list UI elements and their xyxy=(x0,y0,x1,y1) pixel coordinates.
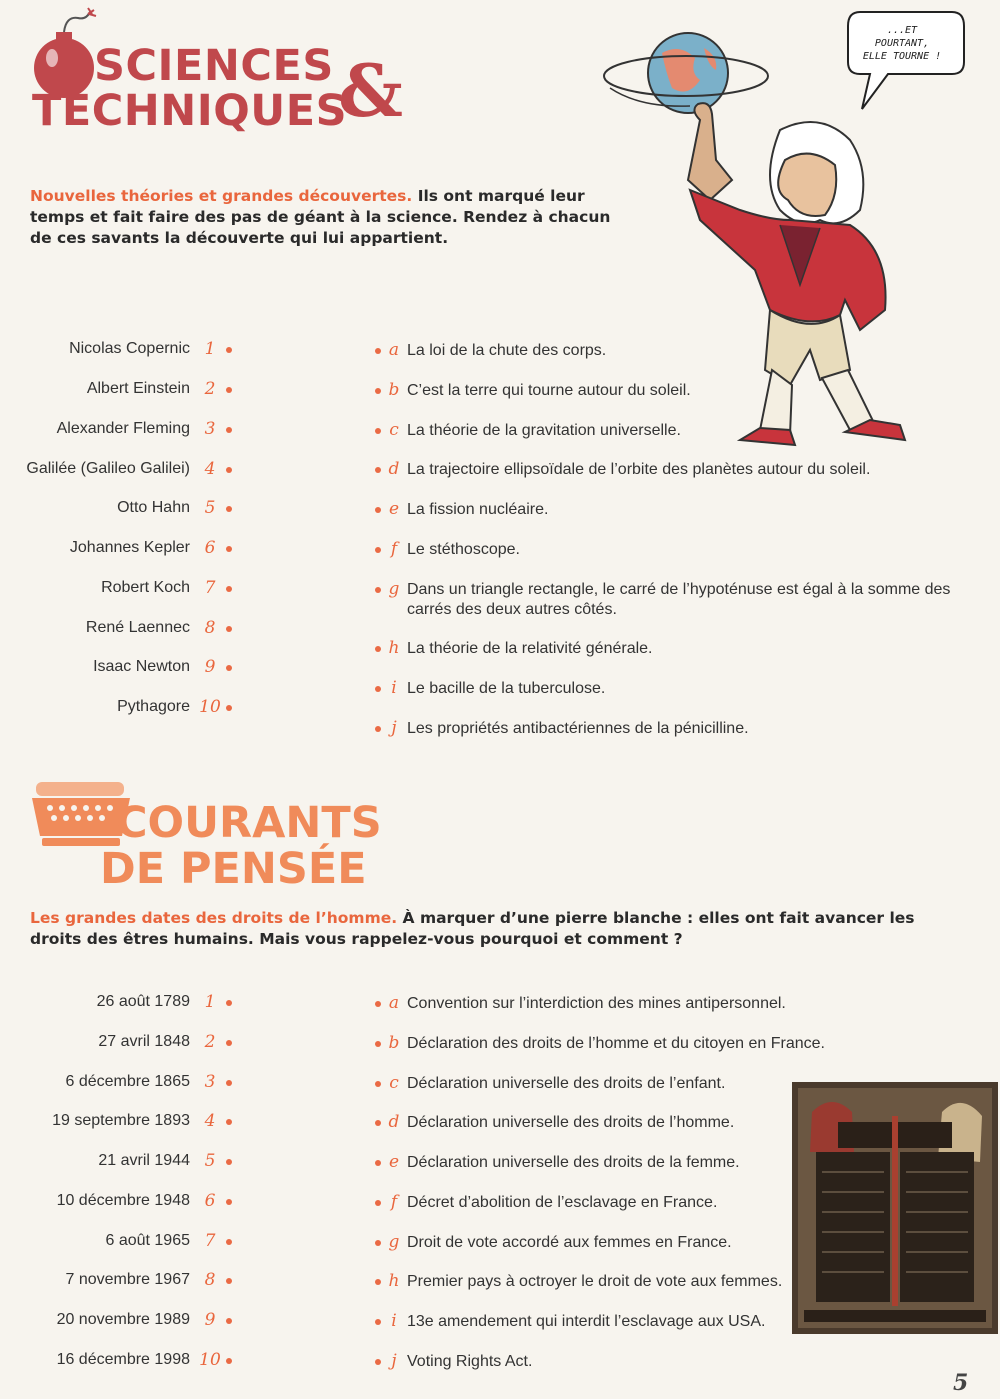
left-item-number: 1 xyxy=(204,339,216,359)
left-match-dot[interactable] xyxy=(226,1239,232,1245)
right-match-dot[interactable] xyxy=(375,348,381,354)
right-item-letter: c xyxy=(389,420,399,440)
left-item-label: 7 novembre 1967 xyxy=(65,1271,190,1288)
section1-title-line2: TECHNIQUES xyxy=(32,86,348,136)
left-item-number: 8 xyxy=(204,1270,216,1290)
left-match-dot[interactable] xyxy=(226,586,232,592)
left-match-dot[interactable] xyxy=(226,1080,232,1086)
left-item-label: 20 novembre 1989 xyxy=(56,1311,190,1328)
left-match-dot[interactable] xyxy=(226,546,232,552)
right-item-text: Premier pays à octroyer le droit de vote aux femmes. xyxy=(407,1273,783,1290)
right-match-dot[interactable] xyxy=(375,587,381,593)
left-item-number: 9 xyxy=(204,1310,216,1330)
section1-intro-text: Ils ont marqué leur temps et fait faire des pas de géant à la science. Rendez à chacun de ces savants la découverte qui lui appartient. xyxy=(30,187,611,247)
section1-title-line1: SCIENCES xyxy=(94,41,334,91)
section2-intro-text: À marquer d’une pierre blanche : elles ont fait avancer les droits des êtres humains. Mais vous rappelez-vous pourquoi et comment ? xyxy=(30,909,915,948)
section2-intro-lead: Les grandes dates des droits de l’homme. xyxy=(30,909,398,927)
left-item-label: 6 décembre 1865 xyxy=(65,1073,190,1090)
right-item-text: 13e amendement qui interdit l’esclavage aux USA. xyxy=(407,1313,766,1330)
right-match-dot[interactable] xyxy=(375,686,381,692)
right-match-dot[interactable] xyxy=(375,646,381,652)
left-item-number: 9 xyxy=(204,657,216,677)
left-item-number: 2 xyxy=(204,379,216,399)
right-item-letter: d xyxy=(388,1112,400,1132)
right-item-text: La théorie de la gravitation universelle. xyxy=(407,422,681,439)
right-item-text: Décret d’abolition de l’esclavage en France. xyxy=(407,1194,718,1211)
right-match-dot[interactable] xyxy=(375,1200,381,1206)
right-item-letter: a xyxy=(388,993,400,1013)
right-item-letter: i xyxy=(391,1311,397,1331)
right-item-text: Le stéthoscope. xyxy=(407,541,520,558)
right-item-letter: e xyxy=(388,1152,400,1172)
left-item-number: 10 xyxy=(199,697,221,717)
left-item-label: 10 décembre 1948 xyxy=(56,1192,190,1209)
right-item-letter: g xyxy=(388,1232,400,1252)
left-item-label: Isaac Newton xyxy=(93,658,190,675)
galileo-character-illustration xyxy=(660,100,920,470)
left-match-dot[interactable] xyxy=(226,427,232,433)
left-match-dot[interactable] xyxy=(226,665,232,671)
left-match-dot[interactable] xyxy=(226,1119,232,1125)
left-item-label: Otto Hahn xyxy=(117,499,190,516)
right-item-letter: a xyxy=(388,340,400,360)
right-item-text: La théorie de la relativité générale. xyxy=(407,640,653,657)
section2-title xyxy=(100,800,382,892)
right-item-text: C’est la terre qui tourne autour du soleil. xyxy=(407,382,691,399)
right-item-text: Convention sur l’interdiction des mines antipersonnel. xyxy=(407,995,786,1012)
left-item-number: 4 xyxy=(204,1111,216,1131)
right-item-text: Déclaration universelle des droits de l’enfant. xyxy=(407,1075,726,1092)
right-item-text: Les propriétés antibactériennes de la pénicilline. xyxy=(407,720,749,737)
left-item-number: 5 xyxy=(204,498,216,518)
left-item-number: 7 xyxy=(204,1231,216,1251)
left-item-label: 27 avril 1848 xyxy=(98,1033,190,1050)
right-item-letter: h xyxy=(388,638,400,658)
right-item-text: Déclaration universelle des droits de la femme. xyxy=(407,1154,740,1171)
right-match-dot[interactable] xyxy=(375,1001,381,1007)
left-match-dot[interactable] xyxy=(226,1199,232,1205)
right-item-text: La fission nucléaire. xyxy=(407,501,549,518)
left-item-label: Robert Koch xyxy=(101,579,190,596)
left-item-label: Albert Einstein xyxy=(86,380,190,397)
left-match-dot[interactable] xyxy=(226,506,232,512)
left-item-label: Pythagore xyxy=(117,698,190,715)
right-match-dot[interactable] xyxy=(375,1120,381,1126)
left-match-dot[interactable] xyxy=(226,467,232,473)
right-match-dot[interactable] xyxy=(375,726,381,732)
left-item-number: 10 xyxy=(199,1350,221,1370)
right-item-letter: h xyxy=(388,1271,400,1291)
left-item-label: Galilée (Galileo Galilei) xyxy=(26,460,190,477)
section2-title-line1: COURANTS xyxy=(116,798,382,848)
left-match-dot[interactable] xyxy=(226,1318,232,1324)
right-item-letter: d xyxy=(388,459,400,479)
left-match-dot[interactable] xyxy=(226,1159,232,1165)
ampersand: & xyxy=(338,48,404,133)
right-match-dot[interactable] xyxy=(375,467,381,473)
left-item-number: 3 xyxy=(204,1072,216,1092)
right-match-dot[interactable] xyxy=(375,388,381,394)
right-match-dot[interactable] xyxy=(375,1359,381,1365)
right-match-dot[interactable] xyxy=(375,1160,381,1166)
right-item-letter: j xyxy=(391,1351,397,1371)
left-item-label: 19 septembre 1893 xyxy=(52,1112,190,1129)
left-item-label: 21 avril 1944 xyxy=(98,1152,190,1169)
left-item-label: 6 août 1965 xyxy=(105,1232,190,1249)
right-item-text: Droit de vote accordé aux femmes en France. xyxy=(407,1234,732,1251)
left-match-dot[interactable] xyxy=(226,387,232,393)
section1-intro-lead: Nouvelles théories et grandes découvertes. xyxy=(30,187,413,205)
left-item-number: 7 xyxy=(204,578,216,598)
speech-bubble-text: ...ET POURTANT, ELLE TOURNE ! xyxy=(862,25,942,62)
left-match-dot[interactable] xyxy=(226,1278,232,1284)
right-match-dot[interactable] xyxy=(375,1240,381,1246)
right-item-letter: j xyxy=(391,718,397,738)
left-item-label: Nicolas Copernic xyxy=(69,340,190,357)
left-match-dot[interactable] xyxy=(226,626,232,632)
right-item-letter: e xyxy=(388,499,400,519)
left-match-dot[interactable] xyxy=(226,705,232,711)
left-item-label: 16 décembre 1998 xyxy=(56,1351,190,1368)
right-item-text: Déclaration des droits de l’homme et du citoyen en France. xyxy=(407,1035,825,1052)
right-item-text: Dans un triangle rectangle, le carré de l’hypoténuse est égal à la somme des carrés des deux autres côtés. xyxy=(407,581,951,618)
right-item-letter: c xyxy=(389,1073,399,1093)
section2-intro xyxy=(30,908,960,950)
left-item-number: 6 xyxy=(204,1191,216,1211)
left-item-number: 5 xyxy=(204,1151,216,1171)
right-item-text: La loi de la chute des corps. xyxy=(407,342,607,359)
right-item-text: Voting Rights Act. xyxy=(407,1353,533,1370)
left-item-label: Alexander Fleming xyxy=(56,420,190,437)
left-match-dot[interactable] xyxy=(226,347,232,353)
right-match-dot[interactable] xyxy=(375,1279,381,1285)
left-item-label: 26 août 1789 xyxy=(96,993,190,1010)
right-item-letter: i xyxy=(391,678,397,698)
right-item-text: Le bacille de la tuberculose. xyxy=(407,680,606,697)
left-match-dot[interactable] xyxy=(226,1358,232,1364)
left-item-number: 6 xyxy=(204,538,216,558)
right-match-dot[interactable] xyxy=(375,1319,381,1325)
right-match-dot[interactable] xyxy=(375,1081,381,1087)
page-number: 5 xyxy=(953,1370,969,1396)
left-match-dot[interactable] xyxy=(226,1040,232,1046)
right-item-letter: f xyxy=(390,539,398,559)
left-item-number: 8 xyxy=(204,618,216,638)
right-item-letter: b xyxy=(388,1033,400,1053)
right-match-dot[interactable] xyxy=(375,428,381,434)
right-match-dot[interactable] xyxy=(375,1041,381,1047)
left-item-number: 2 xyxy=(204,1032,216,1052)
left-item-number: 3 xyxy=(204,419,216,439)
right-item-text: La trajectoire ellipsoïdale de l’orbite des planètes autour du soleil. xyxy=(407,461,871,478)
left-item-number: 1 xyxy=(204,992,216,1012)
left-item-label: René Laennec xyxy=(85,619,190,636)
right-item-letter: b xyxy=(388,380,400,400)
right-item-letter: g xyxy=(388,579,400,599)
section1-intro xyxy=(30,186,630,249)
left-item-label: Johannes Kepler xyxy=(69,539,190,556)
declaration-painting-image xyxy=(792,1082,998,1334)
right-match-dot[interactable] xyxy=(375,507,381,513)
right-item-letter: f xyxy=(390,1192,398,1212)
left-item-number: 4 xyxy=(204,459,216,479)
section1-title xyxy=(32,41,348,136)
right-match-dot[interactable] xyxy=(375,547,381,553)
left-match-dot[interactable] xyxy=(226,1000,232,1006)
section2-title-line2: DE PENSÉE xyxy=(100,844,367,894)
right-item-text: Déclaration universelle des droits de l’homme. xyxy=(407,1114,735,1131)
